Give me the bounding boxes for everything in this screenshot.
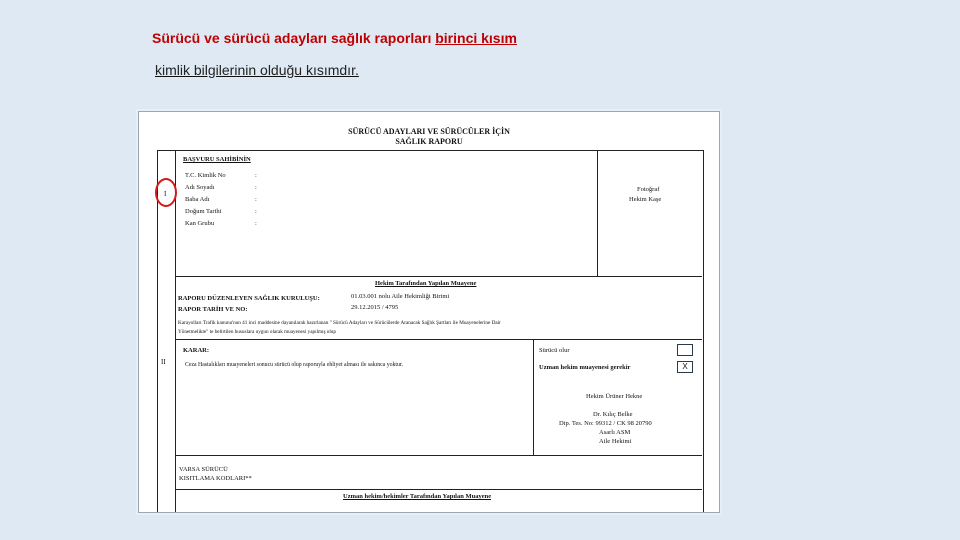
org-label: RAPORU DÜZENLEYEN SAĞLIK KURULUŞU:: [178, 295, 320, 302]
section1-header: BAŞVURU SAHİBİNİN: [183, 156, 251, 163]
report-title-line1: SÜRÜCÜ ADAYLARI VE SÜRÜCÜLER İÇİN: [348, 127, 510, 136]
field-father: Baba Adı: [185, 196, 210, 203]
law-text-line1: Karayolları Trafik kanunu'nun 41 inci maddesine dayanılarak hazırlanan " Sürücü Adayları ve Sürücülerde Aranacak Sağlık Şartları ile Muayenelerine Dair: [178, 320, 501, 326]
roman-column-divider: [175, 150, 176, 512]
slide-title-main: Sürücü ve sürücü adayları sağlık raporları: [152, 30, 436, 46]
section-divider: [175, 339, 702, 340]
highlight-circle: [155, 178, 177, 207]
option-specialist-checkbox: X: [677, 361, 693, 373]
org-value: 01.03.001 nolu Aile Hekimliği Birimi: [351, 293, 450, 300]
stamp-label: Hekim Kaşe: [629, 196, 662, 203]
slide-subtitle: kimlik bilgilerinin olduğu kısımdır.: [155, 62, 359, 78]
option-driver-checkbox: [677, 344, 693, 356]
options-divider: [533, 339, 534, 455]
doctor-header: Hekim Ürüner Hekne: [586, 393, 643, 400]
doctor-name: Dr. Kılıç Belke: [593, 411, 633, 418]
doctor-asm: Asarlı ASM: [599, 429, 631, 436]
date-label: RAPOR TARİH VE NO:: [178, 306, 248, 313]
field-tc: T.C. Kimlik No: [185, 172, 226, 179]
restriction-label-line2: KISITLAMA KODLARI**: [179, 475, 252, 482]
colon: :: [255, 172, 257, 179]
section1-roman: I: [164, 190, 167, 198]
photo-divider: [597, 150, 598, 276]
health-report-document: [153, 120, 705, 512]
karar-text: Ceza Hastalıkları muayeneleri sonucu sürücü olup raporuyla ehliyet alması ile sakınca yoktur.: [185, 362, 403, 368]
date-value: 29.12.2015 / 4795: [351, 304, 399, 311]
doctor-diploma: Dip. Tes. No: 99312 / CK 98 20790: [559, 420, 652, 427]
colon: :: [255, 196, 257, 203]
colon: :: [255, 184, 257, 191]
section-divider: [175, 276, 702, 277]
field-name: Adı Soyadı: [185, 184, 215, 191]
report-image: [138, 111, 720, 513]
restriction-label-line1: VARSA SÜRÜCÜ: [179, 466, 228, 473]
section-divider: [175, 455, 702, 456]
report-title-line2: SAĞLIK RAPORU: [395, 137, 463, 146]
slide-title-underlined: birinci kısım: [435, 30, 517, 46]
option-driver: Sürücü olur: [539, 347, 570, 354]
option-specialist: Uzman hekim muayenesi gerekir: [539, 364, 631, 371]
photo-label: Fotoğraf: [637, 186, 660, 193]
section3-header: Uzman hekim/hekimler Tarafından Yapılan Muayene: [343, 493, 492, 500]
law-text-line2: Yönetmelikte" te belirtilen hususlara uygun olarak muayenesi yapılmış olup: [178, 329, 336, 335]
doctor-unit: Aile Hekimi: [599, 438, 632, 445]
colon: :: [255, 208, 257, 215]
colon: :: [255, 220, 257, 227]
section2-roman: II: [161, 358, 166, 366]
section2-header: Hekim Tarafından Yapılan Muayene: [375, 280, 477, 287]
field-blood: Kan Grubu: [185, 220, 215, 227]
karar-label: KARAR:: [183, 347, 209, 354]
field-birth: Doğum Tarihi: [185, 208, 222, 215]
slide-title: [152, 30, 517, 46]
section-divider: [175, 489, 702, 490]
